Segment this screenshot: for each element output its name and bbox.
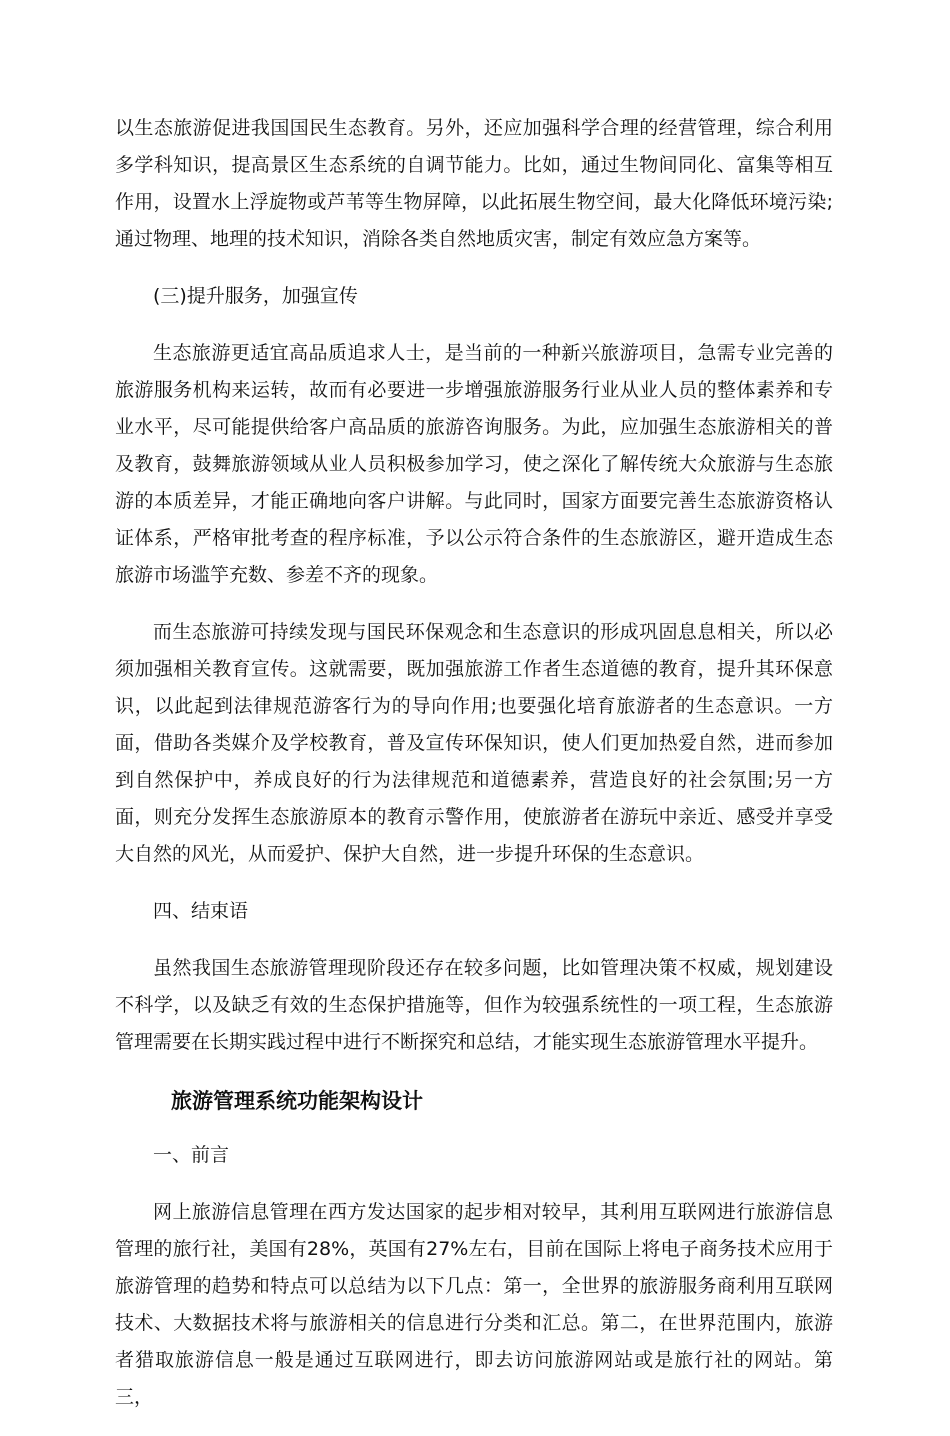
- paragraph-preface: 网上旅游信息管理在西方发达国家的起步相对较早，其利用互联网进行旅游信息管理的旅行社，美国有28%，英国有27%左右，目前在国际上将电子商务技术应用于旅游管理的趋势和特点可以总结为以下几点：第一，全世界的旅游服务商利用互联网技术、大数据技术将与旅游相关的信息进行分类和汇总。第二，在世界范围内，旅游者猎取旅游信息一般是通过互联网进行，即去访问旅游网站或是旅行社的网站。第三，: [115, 1201, 833, 1408]
- section-heading-preface: 一、前言: [153, 1144, 230, 1166]
- paragraph-eco-education: 以生态旅游促进我国国民生态教育。另外，还应加强科学合理的经营管理，综合利用多学科知识，提高景区生态系统的自调节能力。比如，通过生物间同化、富集等相互作用，设置水上浮旋物或芦苇等生物屏障，以此拓展生物空间，最大化降低环境污染;通过物理、地理的技术知识，消除各类自然地质灾害，制定有效应急方案等。: [115, 117, 833, 250]
- document-body: [115, 110, 833, 1436]
- article-title: 旅游管理系统功能架构设计: [171, 1089, 423, 1113]
- section-heading-conclusion: 四、结束语: [153, 900, 249, 922]
- paragraph-publicity: 而生态旅游可持续发现与国民环保观念和生态意识的形成巩固息息相关，所以必须加强相关教育宣传。这就需要，既加强旅游工作者生态道德的教育，提升其环保意识，以此起到法律规范游客行为的导向作用;也要强化培育旅游者的生态意识。一方面，借助各类媒介及学校教育，普及宣传环保知识，使人们更加热爱自然，进而参加到自然保护中，养成良好的行为法律规范和道德素养，营造良好的社会氛围;另一方面，则充分发挥生态旅游原本的教育示警作用，使旅游者在游玩中亲近、感受并享受大自然的风光，从而爱护、保护大自然，进一步提升环保的生态意识。: [115, 621, 833, 865]
- paragraph-conclusion: 虽然我国生态旅游管理现阶段还存在较多问题，比如管理决策不权威，规划建设不科学，以及缺乏有效的生态保护措施等，但作为较强系统性的一项工程，生态旅游管理需要在长期实践过程中进行不断探究和总结，才能实现生态旅游管理水平提升。: [115, 957, 833, 1053]
- paragraph-service: 生态旅游更适宜高品质追求人士，是当前的一种新兴旅游项目，急需专业完善的旅游服务机构来运转，故而有必要进一步增强旅游服务行业从业人员的整体素养和专业水平，尽可能提供给客户高品质的旅游咨询服务。为此，应加强生态旅游相关的普及教育，鼓舞旅游领域从业人员积极参加学习，使之深化了解传统大众旅游与生态旅游的本质差异，才能正确地向客户讲解。与此同时，国家方面要完善生态旅游资格认证体系，严格审批考查的程序标准，予以公示符合条件的生态旅游区，避开造成生态旅游市场滥竽充数、参差不齐的现象。: [115, 342, 833, 586]
- section-heading-service: (三)提升服务，加强宣传: [153, 285, 358, 307]
